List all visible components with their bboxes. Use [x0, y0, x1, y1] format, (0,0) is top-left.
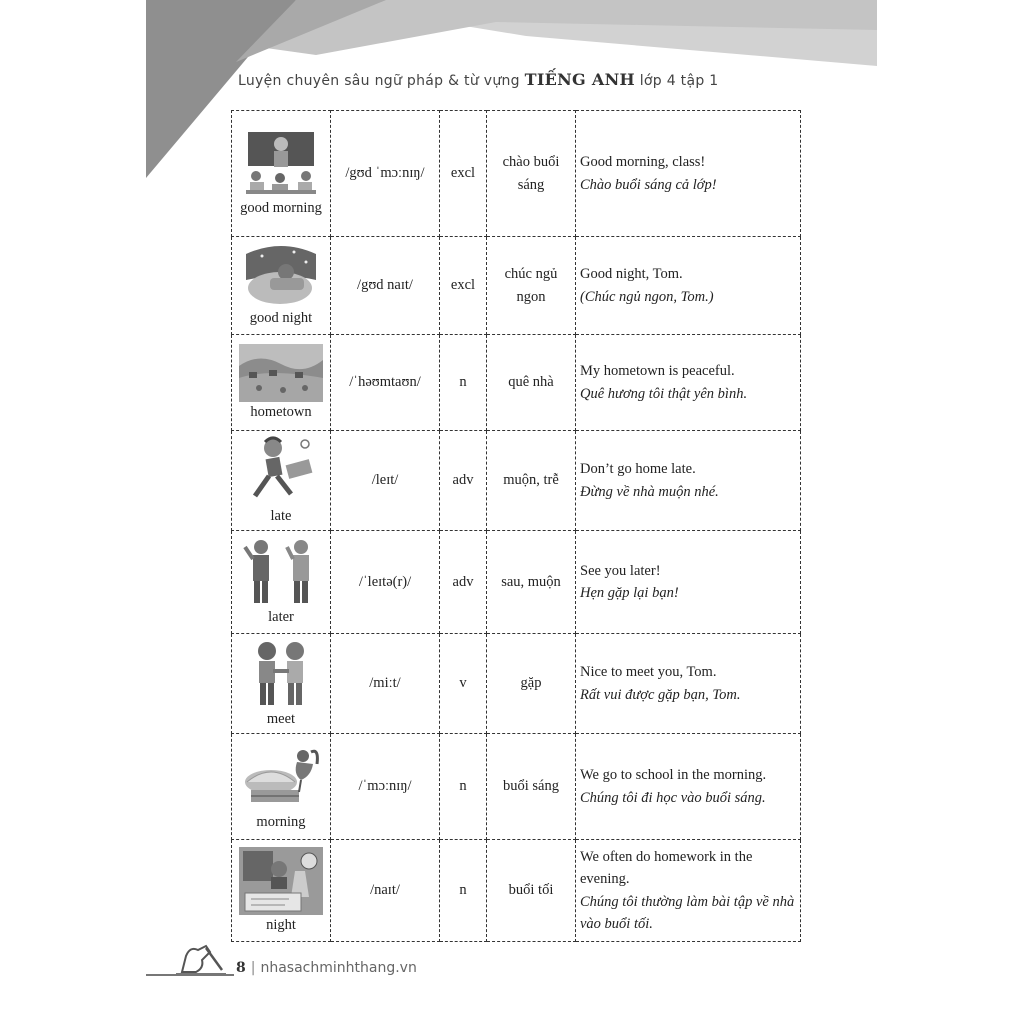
example-cell	[576, 237, 801, 335]
picture-cell	[232, 734, 331, 840]
example-vietnamese: (Chúc ngủ ngon, Tom.)	[580, 288, 714, 305]
page-footer	[236, 960, 417, 976]
table-row	[232, 734, 801, 840]
meaning-cell: muộn, trễ	[487, 431, 576, 531]
picture-cell	[232, 335, 331, 431]
table-row	[232, 335, 801, 431]
vocabulary-table	[231, 110, 801, 942]
picture-cell	[232, 634, 331, 734]
publisher-website: nhasachminhthang.vn	[260, 960, 417, 976]
word-type-cell: excl	[440, 237, 487, 335]
vocab-word: morning	[256, 813, 306, 830]
ipa-cell: /ˈmɔːnɪŋ/	[331, 734, 440, 840]
table-row	[232, 634, 801, 734]
example-cell	[576, 335, 801, 431]
meaning-cell: buổi tối	[487, 840, 576, 942]
table-row	[232, 431, 801, 531]
picture-cell	[232, 111, 331, 237]
ipa-cell: /gʊd naɪt/	[331, 237, 440, 335]
word-type-cell: adv	[440, 531, 487, 634]
pen-writing-icon	[176, 942, 226, 978]
example-english: Good morning, class!	[580, 154, 706, 171]
example-vietnamese: Chào buổi sáng cả lớp!	[580, 176, 717, 193]
rooster-icon	[241, 742, 321, 812]
table-row	[232, 531, 801, 634]
vocab-word: good night	[249, 309, 313, 326]
ipa-cell: /ˈhəʊmtaʊn/	[331, 335, 440, 431]
book-page	[146, 0, 877, 1024]
example-english: See you later!	[580, 562, 661, 579]
example-english: Nice to meet you, Tom.	[580, 664, 717, 681]
vocab-word: later	[268, 609, 294, 626]
ipa-cell: /leɪt/	[331, 431, 440, 531]
classroom-icon	[242, 130, 320, 198]
meaning-cell: quê nhà	[487, 335, 576, 431]
header-title-emphasis: TIẾNG ANH	[524, 70, 635, 89]
footer-rule	[146, 974, 234, 976]
ipa-cell: /gʊd ˈmɔːnɪŋ/	[331, 111, 440, 237]
vocab-word: good morning	[240, 199, 322, 216]
ipa-cell: /naɪt/	[331, 840, 440, 942]
example-cell	[576, 531, 801, 634]
waving-people-icon	[241, 537, 321, 607]
sleeping-icon	[242, 244, 320, 308]
ipa-cell: /miːt/	[331, 634, 440, 734]
word-type-cell: n	[440, 840, 487, 942]
homework-night-icon	[239, 847, 323, 915]
example-vietnamese: Hẹn gặp lại bạn!	[580, 585, 679, 601]
word-type-cell: n	[440, 734, 487, 840]
example-english: We go to school in the morning.	[580, 767, 767, 784]
example-cell	[576, 840, 801, 942]
vocab-word: hometown	[250, 403, 312, 420]
meaning-cell: gặp	[487, 634, 576, 734]
example-english: My hometown is peaceful.	[580, 363, 735, 380]
word-type-cell: v	[440, 634, 487, 734]
vocab-word: late	[270, 507, 292, 524]
handshake-boys-icon	[243, 639, 319, 709]
meaning-cell: chúc ngủ ngon	[487, 237, 576, 335]
table-row	[232, 237, 801, 335]
vocab-word: meet	[266, 710, 296, 727]
picture-cell	[232, 840, 331, 942]
picture-cell	[232, 237, 331, 335]
example-vietnamese: Chúng tôi thường làm bài tập về nhà vào buổi tối.	[580, 893, 795, 932]
footer-separator: |	[250, 960, 256, 976]
page-number: 8	[236, 960, 246, 976]
example-vietnamese: Quê hương tôi thật yên bình.	[580, 385, 748, 402]
table-row	[232, 111, 801, 237]
meaning-cell: buổi sáng	[487, 734, 576, 840]
example-english: Good night, Tom.	[580, 266, 683, 283]
word-type-cell: adv	[440, 431, 487, 531]
page-header-title	[238, 70, 718, 89]
example-vietnamese: Đừng về nhà muộn nhé.	[580, 483, 719, 500]
word-type-cell: n	[440, 335, 487, 431]
vocab-word: night	[266, 916, 296, 933]
header-title-suffix: lớp 4 tập 1	[639, 73, 719, 89]
header-title-prefix: Luyện chuyên sâu ngữ pháp & từ vựng	[238, 73, 520, 89]
example-vietnamese: Rất vui được gặp bạn, Tom.	[580, 686, 741, 703]
ipa-cell: /ˈleɪtə(r)/	[331, 531, 440, 634]
example-cell	[576, 734, 801, 840]
picture-cell	[232, 531, 331, 634]
example-cell	[576, 111, 801, 237]
meaning-cell: chào buổi sáng	[487, 111, 576, 237]
example-english: We often do homework in the evening.	[580, 848, 753, 888]
example-cell	[576, 431, 801, 531]
village-icon	[239, 344, 323, 402]
meaning-cell: sau, muộn	[487, 531, 576, 634]
word-type-cell: excl	[440, 111, 487, 237]
example-vietnamese: Chúng tôi đi học vào buổi sáng.	[580, 789, 766, 806]
table-row	[232, 840, 801, 942]
example-cell	[576, 634, 801, 734]
picture-cell	[232, 431, 331, 531]
running-boy-icon	[243, 436, 319, 506]
example-english: Don’t go home late.	[580, 461, 696, 478]
